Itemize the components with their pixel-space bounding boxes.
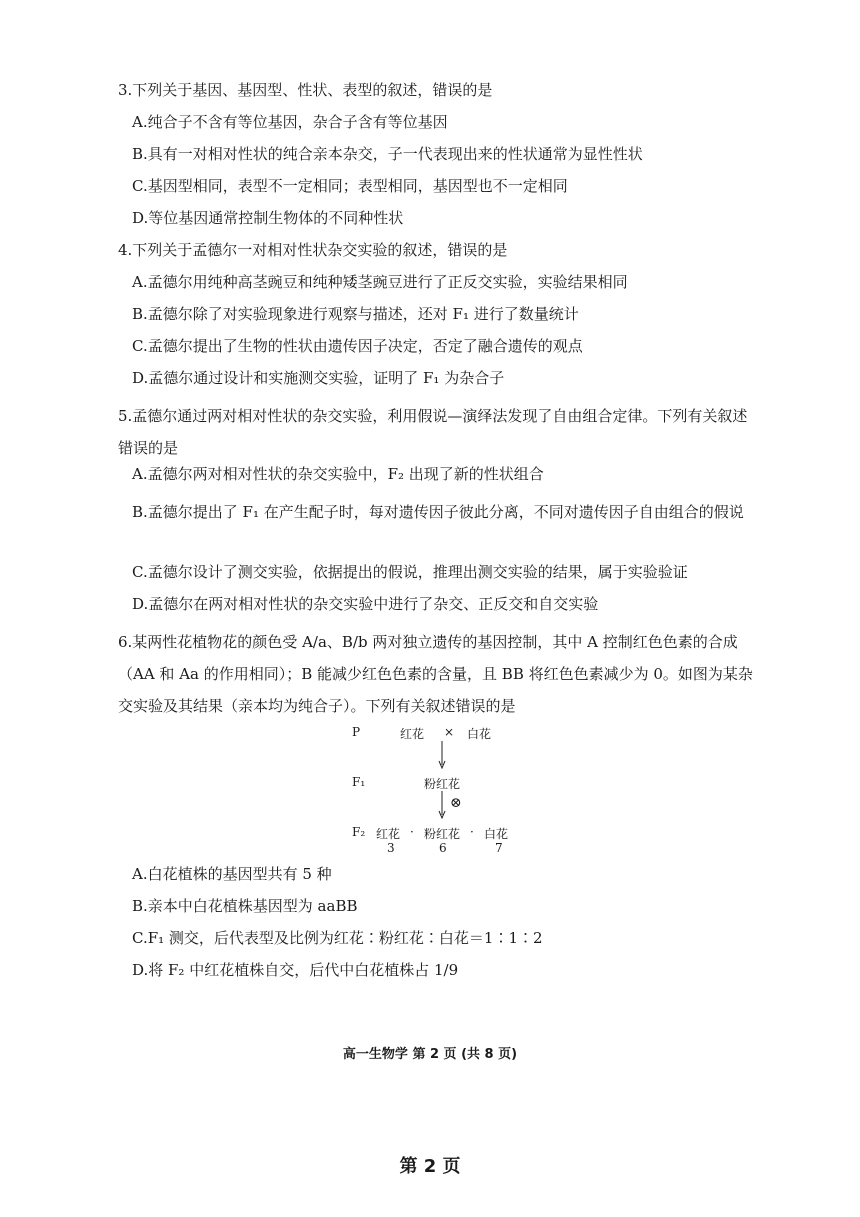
question-4-option-c: C.孟德尔提出了生物的性状由遗传因子决定，否定了融合遗传的观点 [132, 337, 583, 355]
diagram-f1-value: 粉红花 [424, 777, 461, 791]
diagram-f2-pink-ratio: 6 [439, 841, 447, 855]
down-arrow-icon [437, 741, 447, 769]
question-4-option-a: A.孟德尔用纯种高茎豌豆和纯种矮茎豌豆进行了正反交实验，实验结果相同 [132, 273, 628, 291]
diagram-cross: × [444, 725, 455, 739]
question-6-option-b: B.亲本中白花植株基因型为 aaBB [132, 897, 358, 915]
question-5-option-b: B.孟德尔提出了 F₁ 在产生配子时，每对遗传因子彼此分离，不同对遗传因子自由组合的假说 [132, 503, 744, 521]
question-6-option-c: C.F₁ 测交，后代表型及比例为红花∶粉红花∶白花＝1∶1∶2 [132, 929, 543, 947]
diagram-f2-sep: · [470, 825, 474, 839]
question-6-option-d: D.将 F₂ 中红花植株自交，后代中白花植株占 1/9 [132, 961, 459, 979]
question-4-option-b: B.孟德尔除了对实验现象进行观察与描述，还对 F₁ 进行了数量统计 [132, 305, 579, 323]
question-6-option-a: A.白花植株的基因型共有 5 种 [132, 865, 332, 883]
diagram-f2-white: 白花 [484, 827, 509, 841]
question-4-stem: 4.下列关于孟德尔一对相对性状杂交实验的叙述，错误的是 [118, 241, 508, 259]
diagram-p-right: 白花 [467, 727, 492, 741]
inner-page-footer: 高一生物学 第 2 页 (共 8 页) [342, 1047, 518, 1062]
question-5-option-d: D.孟德尔在两对相对性状的杂交实验中进行了杂交、正反交和自交实验 [132, 595, 599, 613]
question-3-option-b: B.具有一对相对性状的纯合亲本杂交，子一代表现出来的性状通常为显性性状 [132, 145, 643, 163]
diagram-f2-red: 红花 [376, 827, 401, 841]
diagram-p-left: 红花 [400, 727, 425, 741]
down-arrow-icon [437, 791, 447, 819]
question-5-option-c: C.孟德尔设计了测交实验，依据提出的假说，推理出测交实验的结果，属于实验验证 [132, 563, 688, 581]
diagram-f2-white-ratio: 7 [495, 841, 503, 855]
question-3-stem: 3.下列关于基因、基因型、性状、表型的叙述，错误的是 [118, 81, 493, 99]
page-number: 第 2 页 [399, 1156, 461, 1177]
question-3-option-d: D.等位基因通常控制生物体的不同种性状 [132, 209, 404, 227]
question-5-stem: 5.孟德尔通过两对相对性状的杂交实验，利用假说—演绎法发现了自由组合定律。下列有关叙述错误的是 [118, 407, 748, 457]
question-3-option-c: C.基因型相同，表型不一定相同；表型相同，基因型也不一定相同 [132, 177, 568, 195]
question-5-option-a: A.孟德尔两对相对性状的杂交实验中，F₂ 出现了新的性状组合 [132, 465, 544, 483]
diagram-f2-label: F₂ [352, 825, 366, 839]
selfing-symbol-icon: ⊗ [450, 795, 462, 811]
cross-diagram [340, 725, 540, 855]
question-4-option-d: D.孟德尔通过设计和实施测交实验，证明了 F₁ 为杂合子 [132, 369, 505, 387]
diagram-f2-red-ratio: 3 [387, 841, 395, 855]
question-3-option-a: A.纯合子不含有等位基因，杂合子含有等位基因 [132, 113, 448, 131]
diagram-f2-sep: · [410, 825, 414, 839]
diagram-f2-pink: 粉红花 [424, 827, 461, 841]
question-6-stem: 6.某两性花植物花的颜色受 A/a、B/b 两对独立遗传的基因控制，其中 A 控制红色色素的合成（AA 和 Aa 的作用相同）；B 能减少红色色素的含量，且 BB 将红色色素减少为 0。如图为某杂交实验及其结果（亲本均为纯合子）。下列有关叙述错误的是 [118, 633, 753, 715]
diagram-f1-label: F₁ [352, 775, 366, 789]
diagram-p-label: P [352, 725, 361, 739]
